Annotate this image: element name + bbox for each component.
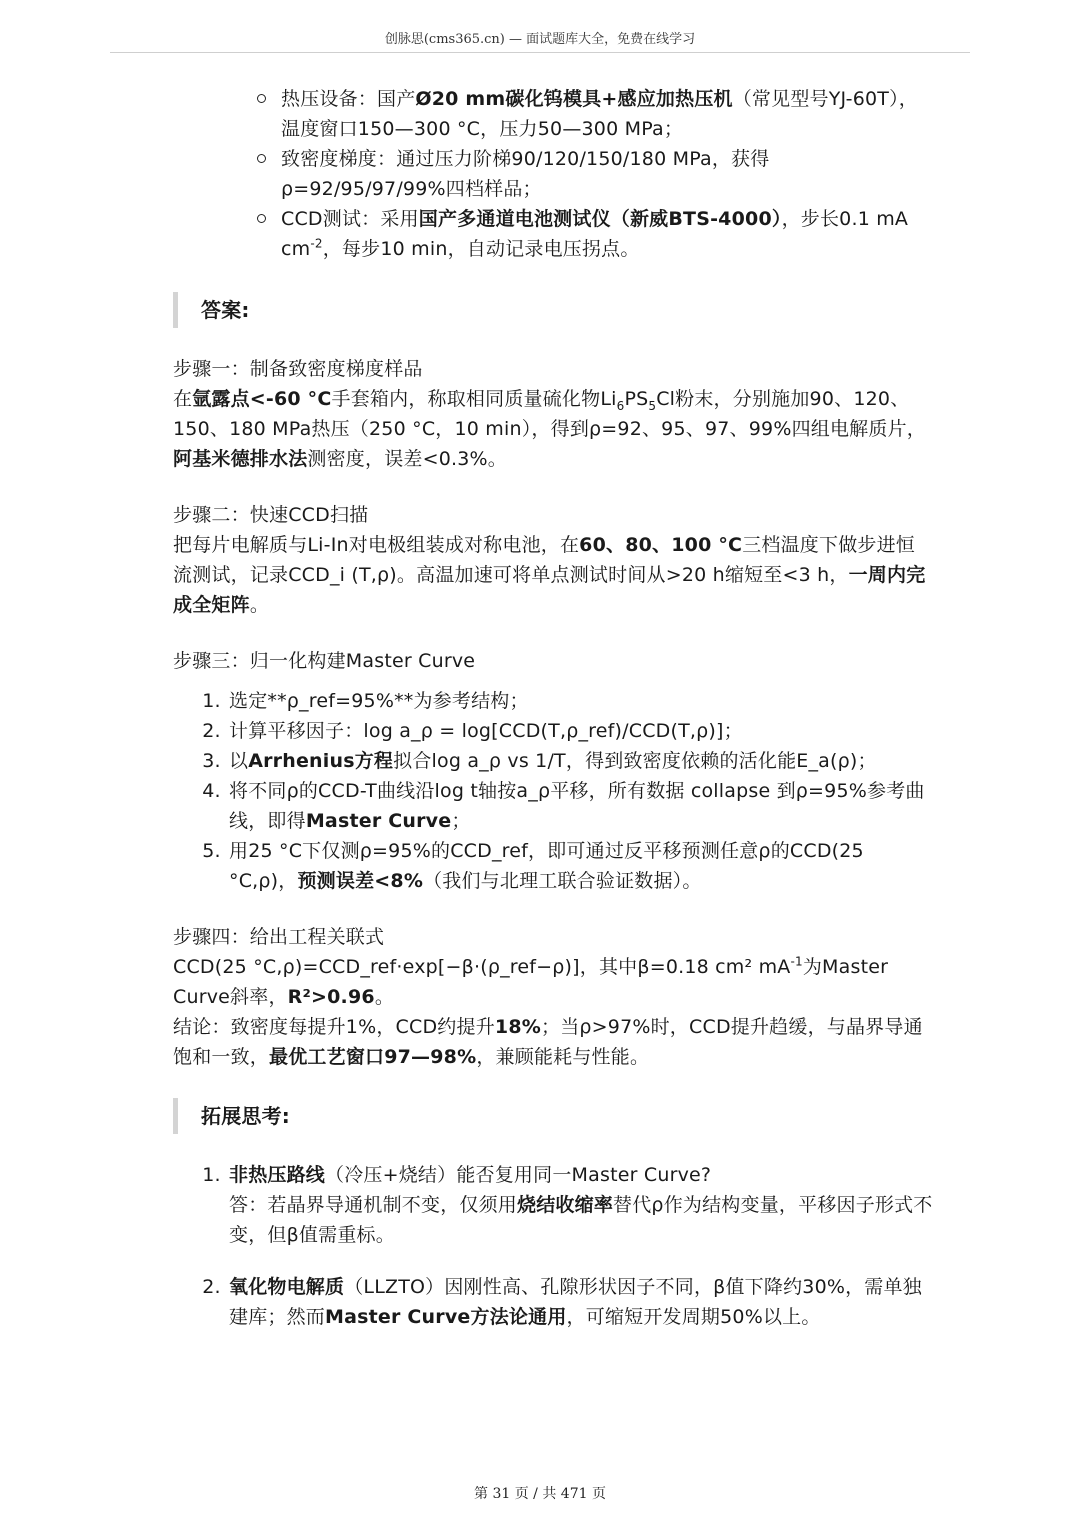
page-number: 第 31 页 / 共 471 页 [474, 1486, 606, 1502]
step-2-title: 步骤二：快速CCD扫描 [173, 504, 369, 526]
bullet-ccd-test: CCD测试：采用国产多通道电池测试仪（新威BTS-4000），步长0.1 mA $cm^{-2}$，每步10 min，自动记录电压拐点。 [281, 204, 933, 264]
step-4-title: 步骤四：给出工程关联式 [173, 926, 385, 948]
answer-heading: 答案: [173, 292, 933, 328]
step-2-text: 把每片电解质与Li-In对电极组装成对称电池，在60、80、100 °C三档温度下做步进恒流测试，记录CCD_i (T,ρ)。高温加速可将单点测试时间从>20 h缩短至<3 h，一周内完成全矩阵。 [173, 534, 926, 616]
step-1-title: 步骤一：制备致密度梯度样品 [173, 358, 423, 380]
step-1-text: 在氩露点<-60 °C手套箱内，称取相同质量硫化物$Li_6PS_5Cl$粉末，分别施加90、120、150、180 MPa热压（250 °C，10 min），得到ρ=92、95、97、99%四组电解质片，阿基米德排水法测密度，误差<0.3%。 [173, 388, 926, 470]
list-item: 2. 计算平移因子：log a_ρ = log[CCD(T,ρ_ref)/CCD(T,ρ)]； [227, 716, 933, 746]
list-item: 1. 非热压路线（冷压+烧结）能否复用同一Master Curve? 答：若晶界导通机制不变，仅须用烧结收缩率替代ρ作为结构变量，平移因子形式不变，但β值需重标。 [227, 1160, 933, 1250]
list-item: 3. 以Arrhenius方程拟合log a_ρ vs 1/T，得到致密度依赖的活化能E_a(ρ)； [227, 746, 933, 776]
step-3-title: 步骤三：归一化构建Master Curve [173, 650, 476, 672]
list-item: 5. 用25 °C下仅测ρ=95%的CCD_ref，即可通过反平移预测任意ρ的CCD(25 °C,ρ)，预测误差<8%（我们与北理工联合验证数据）。 [227, 836, 933, 896]
list-item: 1. 选定**ρ_ref=95%**为参考结构； [227, 686, 933, 716]
bullet-density-gradient: 致密度梯度：通过压力阶梯90/120/150/180 MPa，获得ρ=92/95/97/99%四档样品； [281, 144, 933, 204]
document-body [173, 84, 933, 1354]
step-2 [173, 500, 933, 620]
extension-heading: 拓展思考: [173, 1098, 933, 1134]
page-header: 创脉思(cms365.cn) — 面试题库大全，免费在线学习 [384, 32, 696, 47]
step-4-formula: CCD(25 °C,ρ)=CCD_ref·exp[−β·(ρ_ref−ρ)]，其中β=0.18 cm² $mA^{-1}$为Master Curve斜率，R²>0.96。 [173, 954, 889, 1008]
header-divider [110, 52, 970, 53]
conclusion-text: 结论：致密度每提升1%，CCD约提升18%；当ρ>97%时，CCD提升趋缓，与晶界导通饱和一致，最优工艺窗口97—98%，兼顾能耗与性能。 [173, 1016, 923, 1068]
step-1 [173, 354, 933, 474]
step-3 [173, 646, 933, 896]
bullet-hot-press: 热压设备：国产Ø20 mm碳化钨模具+感应加热压机（常见型号YJ-60T），温度窗口150—300 °C，压力50—300 MPa； [281, 84, 933, 144]
extension-list [173, 1160, 933, 1332]
step-3-list [173, 686, 933, 896]
step-4 [173, 922, 933, 1072]
list-item: 4. 将不同ρ的CCD-T曲线沿log t轴按a_ρ平移，所有数据 collapse 到ρ=95%参考曲线，即得Master Curve； [227, 776, 933, 836]
list-item: 2. 氧化物电解质（LLZTO）因刚性高、孔隙形状因子不同，β值下降约30%，需单独建库；然而Master Curve方法论通用，可缩短开发周期50%以上。 [227, 1272, 933, 1332]
equipment-bullet-list [173, 84, 933, 264]
